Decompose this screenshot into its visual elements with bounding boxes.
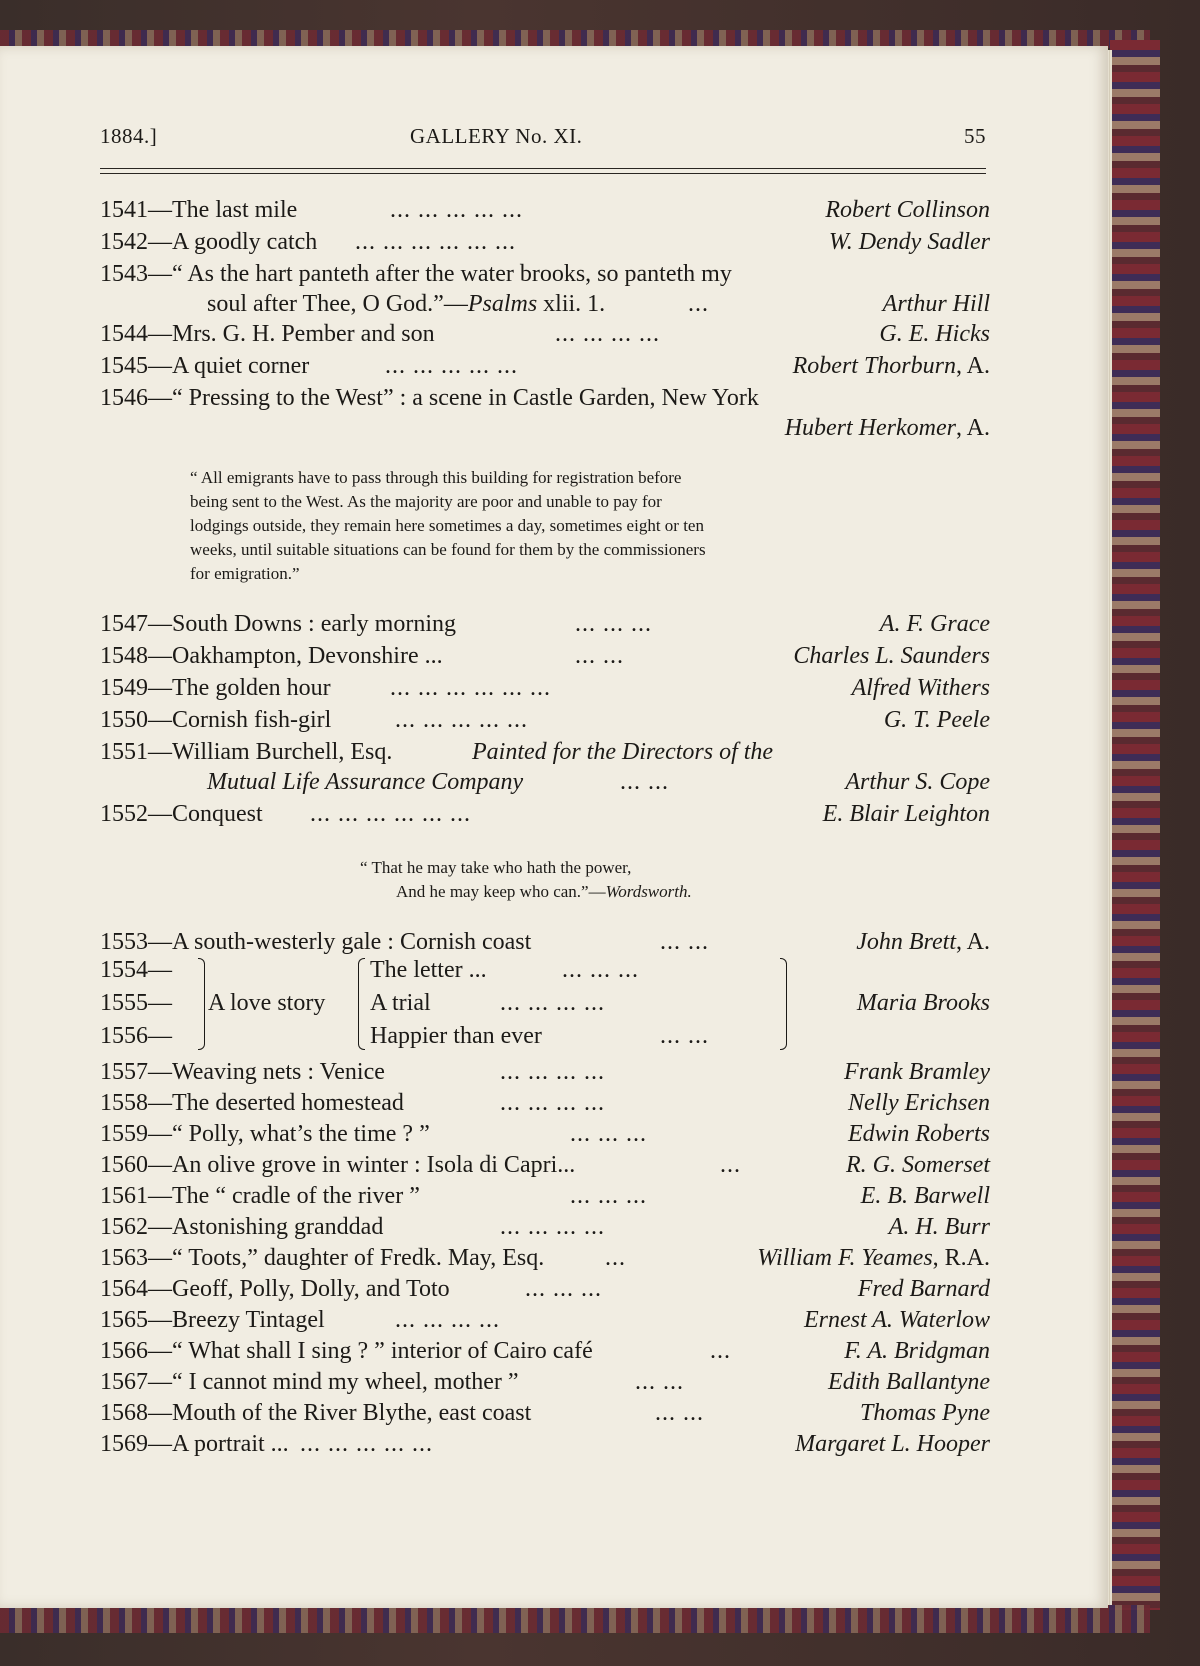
entry-1546-artist [100, 412, 990, 444]
leader-dots: ... ... ... ... ... [300, 1431, 433, 1457]
entry-title-continued: soul after Thee, O God.”—Psalms xlii. 1. [207, 291, 606, 317]
entry-title: 1566—“ What shall I sing ? ” interior of Cairo café [100, 1338, 593, 1364]
entry-1547 [100, 608, 990, 640]
leader-dots: ... ... ... [525, 1276, 602, 1302]
entry-title: 1567—“ I cannot mind my wheel, mother ” [100, 1369, 519, 1395]
artist-name: G. E. Hicks [879, 321, 990, 347]
artist-name: Fred Barnard [857, 1276, 990, 1302]
emigrants-note: “ All emigrants have to pass through this building for registration before being sent to the West. As the majority are poor and unable to pay for lodgings outside, they remain here sometimes a day, sometimes eight or ten weeks, until suitable situations can be found for them by the commissioners for emigration.” [190, 468, 706, 583]
entry-title: 1557—Weaving nets : Venice [100, 1059, 385, 1085]
artist-name: John Brett, A. [856, 929, 990, 955]
entry-title: 1541—The last mile [100, 197, 298, 223]
entry-title: 1569—A portrait ... [100, 1431, 289, 1457]
header-rule [100, 168, 986, 169]
entry-title: 1568—Mouth of the River Blythe, east coast [100, 1400, 532, 1426]
leader-dots: ... ... ... ... ... ... [355, 229, 516, 255]
artist-name: Edwin Roberts [848, 1121, 990, 1147]
entry-1551-continued [100, 766, 990, 798]
entry-title: 1558—The deserted homestead [100, 1090, 404, 1116]
series-title: A trial [370, 990, 431, 1016]
entry-1561 [100, 1180, 990, 1212]
entry-1545 [100, 350, 990, 382]
entry-commission-note: Mutual Life Assurance Company [207, 769, 524, 795]
artist-name: E. Blair Leighton [822, 801, 990, 827]
series-title: Happier than ever [370, 1023, 542, 1049]
entry-title: 1564—Geoff, Polly, Dolly, and Toto [100, 1276, 450, 1302]
leader-dots: ... ... ... [562, 957, 639, 983]
entry-1543-continued [100, 288, 990, 320]
entry-1552 [100, 798, 990, 830]
entry-title: 1561—The “ cradle of the river ” [100, 1183, 420, 1209]
leader-dots: ... ... ... ... ... [390, 197, 523, 223]
leader-dots: ... ... [655, 1400, 704, 1426]
series-title: The letter ... [370, 957, 487, 983]
entry-title: 1560—An olive grove in winter : Isola di Capri... [100, 1152, 576, 1178]
leader-dots: ... [720, 1152, 741, 1178]
entry-number: 1555— [100, 990, 172, 1016]
entry-title: 1565—Breezy Tintagel [100, 1307, 325, 1333]
entry-title: 1548—Oakhampton, Devonshire ... [100, 643, 443, 669]
middle-brace [358, 958, 365, 1050]
marbled-fore-edge [1110, 40, 1160, 1610]
entry-1563 [100, 1242, 990, 1274]
entry-title: 1552—Conquest [100, 801, 263, 827]
artist-name: Hubert Herkomer, A. [784, 415, 990, 441]
entry-title: 1546—“ Pressing to the West” : a scene in Castle Garden, New York [100, 385, 759, 411]
entry-1566 [100, 1335, 990, 1367]
artist-name: Edith Ballantyne [828, 1369, 990, 1395]
entry-title: 1543—“ As the hart panteth after the water brooks, so panteth my [100, 261, 732, 287]
leader-dots: ... ... [575, 643, 624, 669]
artist-name: Thomas Pyne [860, 1400, 990, 1426]
entry-1551 [100, 736, 990, 768]
leader-dots: ... ... ... ... [395, 1307, 500, 1333]
artist-name: A. H. Burr [888, 1214, 990, 1240]
leader-dots: ... ... ... [570, 1183, 647, 1209]
entry-title: 1553—A south-westerly gale : Cornish coast [100, 929, 532, 955]
artist-name: R. G. Somerset [846, 1152, 990, 1178]
leader-dots: ... ... [660, 929, 709, 955]
entry-title: 1545—A quiet corner [100, 353, 310, 379]
right-brace [780, 958, 787, 1050]
leader-dots: ... ... ... ... [500, 1214, 605, 1240]
entry-1542 [100, 226, 990, 258]
entry-1559 [100, 1118, 990, 1150]
artist-name: Robert Collinson [825, 197, 990, 223]
entry-1546 [100, 382, 990, 414]
entry-number: 1554— [100, 957, 172, 983]
artist-name: Arthur S. Cope [845, 769, 990, 795]
artist-name: William F. Yeames, R.A. [757, 1245, 990, 1271]
entry-title: 1551—William Burchell, Esq. [100, 739, 393, 765]
leader-dots: ... [710, 1338, 731, 1364]
artist-name: G. T. Peele [883, 707, 990, 733]
leader-dots: ... ... [660, 1023, 709, 1049]
artist-name: Robert Thorburn, A. [792, 353, 990, 379]
artist-name: F. A. Bridgman [844, 1338, 990, 1364]
entry-1569 [100, 1428, 990, 1460]
entry-1565 [100, 1304, 990, 1336]
leader-dots: ... ... ... ... ... ... [310, 801, 471, 827]
entry-1558 [100, 1087, 990, 1119]
leader-dots: ... ... ... ... [500, 1059, 605, 1085]
artist-name: Charles L. Saunders [793, 643, 990, 669]
entry-1550 [100, 704, 990, 736]
entry-1562 [100, 1211, 990, 1243]
leader-dots: ... [605, 1245, 626, 1271]
entry-1560 [100, 1149, 990, 1181]
entry-number: 1556— [100, 1023, 172, 1049]
left-brace [198, 958, 205, 1050]
running-header [100, 124, 986, 156]
entry-1564 [100, 1273, 990, 1305]
artist-name: A. F. Grace [879, 611, 990, 637]
artist-name: E. B. Barwell [860, 1183, 990, 1209]
entry-title: 1550—Cornish fish-girl [100, 707, 332, 733]
leader-dots: ... ... ... ... ... ... [390, 675, 551, 701]
artist-name: Margaret L. Hooper [795, 1431, 990, 1457]
leader-dots: ... [688, 291, 709, 317]
header-title: GALLERY No. XI. [410, 124, 583, 148]
entry-1548 [100, 640, 990, 672]
love-story-series [100, 954, 990, 1054]
entry-title: 1547—South Downs : early morning [100, 611, 456, 637]
header-year: 1884.] [100, 124, 158, 148]
leader-dots: ... ... [620, 769, 669, 795]
leader-dots: ... ... ... ... ... [385, 353, 518, 379]
entry-title: 1549—The golden hour [100, 675, 331, 701]
entry-commission-note: Painted for the Directors of the [472, 739, 774, 765]
entry-title: 1544—Mrs. G. H. Pember and son [100, 321, 435, 347]
entry-title: 1562—Astonishing granddad [100, 1214, 384, 1240]
wordsworth-quote: “ That he may take who hath the power, And he may keep who can.”—Wordsworth. [360, 858, 692, 901]
artist-name: Alfred Withers [851, 675, 990, 701]
leader-dots: ... ... ... [575, 611, 652, 637]
entry-title: 1542—A goodly catch [100, 229, 318, 255]
leader-dots: ... ... ... ... [555, 321, 660, 347]
leader-dots: ... ... ... [570, 1121, 647, 1147]
series-label: A love story [208, 990, 326, 1016]
artist-name: Nelly Erichsen [848, 1090, 990, 1116]
artist-name: Ernest A. Waterlow [803, 1307, 990, 1333]
header-rule-thin [100, 173, 986, 174]
entry-1544 [100, 318, 990, 350]
artist-name: Arthur Hill [882, 291, 990, 317]
leader-dots: ... ... [635, 1369, 684, 1395]
entry-1557 [100, 1056, 990, 1088]
leader-dots: ... ... ... ... [500, 1090, 605, 1116]
entry-1567 [100, 1366, 990, 1398]
entry-1541 [100, 194, 990, 226]
entry-1549 [100, 672, 990, 704]
artist-name: Frank Bramley [844, 1059, 990, 1085]
artist-name: Maria Brooks [856, 990, 990, 1016]
leader-dots: ... ... ... ... [500, 990, 605, 1016]
artist-name: W. Dendy Sadler [828, 229, 990, 255]
entry-title: 1563—“ Toots,” daughter of Fredk. May, Esq. [100, 1245, 545, 1271]
entry-title: 1559—“ Polly, what’s the time ? ” [100, 1121, 430, 1147]
entry-1543 [100, 258, 990, 290]
leader-dots: ... ... ... ... ... [395, 707, 528, 733]
entry-1568 [100, 1397, 990, 1429]
marbled-bottom-edge [0, 1605, 1150, 1633]
page-number: 55 [964, 124, 986, 148]
